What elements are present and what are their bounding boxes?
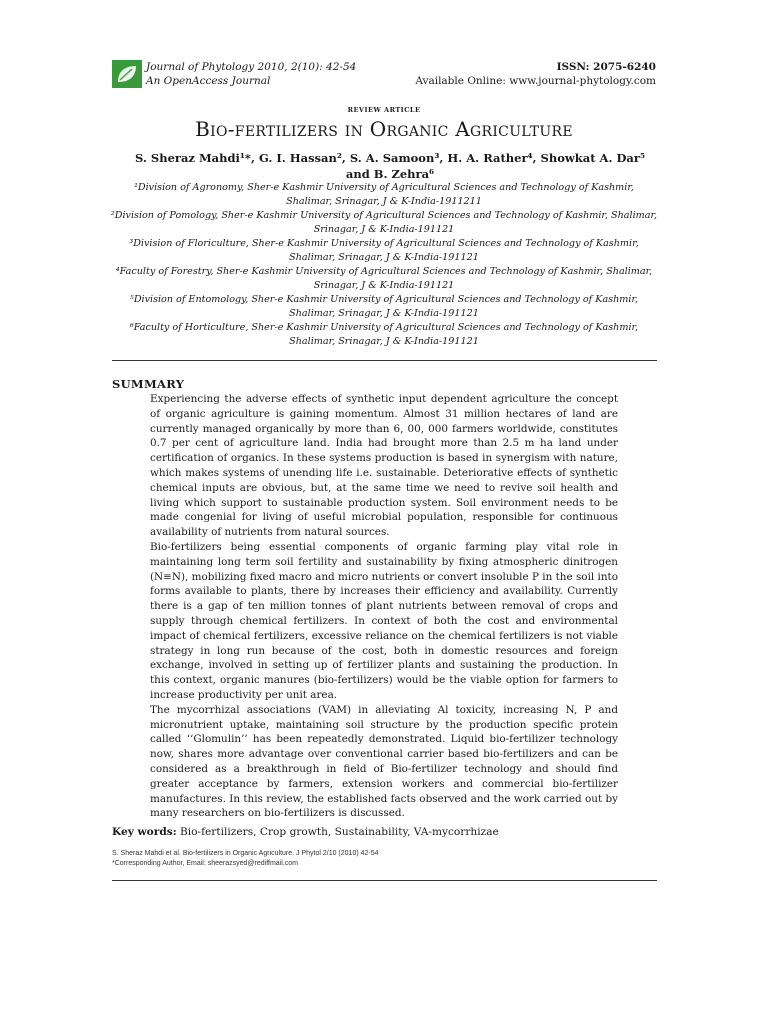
citation-line: S. Sheraz Mahdi et al. Bio-fertilizers in Organic Agriculture. J Phytol 2/10 (2010) 42-54 xyxy=(112,850,379,857)
available-online: Available Online: www.journal-phytology.com xyxy=(415,75,656,87)
affiliation: ³Division of Floriculture, Sher-e Kashmir University of Agricultural Sciences and Technology of Kashmir, Shalimar, Srinagar, J & K-India-191121 xyxy=(129,238,639,263)
footnote xyxy=(112,849,379,869)
affiliations xyxy=(110,181,658,349)
leaf-logo-icon xyxy=(112,60,142,88)
summary-heading: SUMMARY xyxy=(112,377,185,391)
authors: S. Sheraz Mahdi¹*, G. I. Hassan², S. A. Samoon³, H. A. Rather⁴, Showkat A. Dar⁵ and B. Zehra⁶ xyxy=(135,151,645,181)
summary-body xyxy=(150,392,618,821)
keywords xyxy=(112,826,499,838)
keywords-value: Bio-fertilizers, Crop growth, Sustainability, VA-mycorrhizae xyxy=(176,826,499,838)
divider xyxy=(112,360,657,361)
summary-paragraph: The mycorrhizal associations (VAM) in alleviating Al toxicity, increasing N, P and micronutrient uptake, maintaining soil structure by the production specific protein called ‘‘Glomulin’’ has been repeatedly demonstrated. Liquid bio-fertilizer technology now, shares more advantage over conventional carrier based bio-fertilizers and can be considered as a breakthrough in field of Bio-fertilizer technology and should find greater acceptance by farmers, extension workers and commercial bio-fertilizer manufactures. In this review, the established facts observed and the work carried out by many researchers on bio-fertilizers is discussed. xyxy=(150,703,618,820)
issn: ISSN: 2075-6240 xyxy=(556,61,656,73)
affiliation: ⁵Division of Entomology, Sher-e Kashmir University of Agricultural Sciences and Technology of Kashmir, Shalimar, Srinagar, J & K-India-191121 xyxy=(129,294,639,319)
affiliation: ¹Division of Agronomy, Sher-e Kashmir University of Agricultural Sciences and Technology of Kashmir, Shalimar, Srinagar, J & K-India-1911211 xyxy=(134,182,634,207)
issn-info xyxy=(415,60,656,88)
affiliation: ⁶Faculty of Horticulture, Sher-e Kashmir University of Agricultural Sciences and Technology of Kashmir, Shalimar, Srinagar, J & K-India-191121 xyxy=(129,322,639,347)
article-type: REVIEW ARTICLE xyxy=(347,106,421,114)
affiliation: ⁴Faculty of Forestry, Sher-e Kashmir University of Agricultural Sciences and Technology of Kashmir, Shalimar, Srinagar, J & K-India-191121 xyxy=(115,266,653,291)
affiliation: ²Division of Pomology, Sher-e Kashmir University of Agricultural Sciences and Technology of Kashmir, Shalimar, Srinagar, J & K-India-191121 xyxy=(110,210,658,235)
keywords-label: Key words: xyxy=(112,826,177,838)
corresponding-author: *Corresponding Author, Email: sheerazsyed@rediffmail.com xyxy=(112,860,298,867)
journal-access: An OpenAccess Journal xyxy=(146,75,271,87)
journal-info xyxy=(146,60,356,88)
journal-citation: Journal of Phytology 2010, 2(10): 42-54 xyxy=(146,61,357,73)
article-title: Bio-fertilizers in Organic Agriculture xyxy=(195,117,573,141)
summary-paragraph: Experiencing the adverse effects of synthetic input dependent agriculture the concept of organic agriculture is gaining momentum. Almost 31 million hectares of land are currently managed organically by more than 6, 00, 000 farmers worldwide, constitutes 0.7 per cent of agriculture land. India had brought more than 2.5 m ha land under certification of organics. In these systems production is based in synergism with nature, which makes systems of unending life i.e. sustainable. Deteriorative effects of synthetic chemical inputs are obvious, but, at the same time we need to revive soil health and living which support to sustainable production system. Soil environment needs to be made congenial for living of useful microbial population, responsible for continuous availability of nutrients from natural sources. xyxy=(150,393,618,539)
journal-header xyxy=(112,60,656,92)
summary-paragraph: Bio-fertilizers being essential components of organic farming play vital role in maintaining long term soil fertility and sustainability by fixing atmospheric dinitrogen (N≡N), mobilizing fixed macro and micro nutrients or convert insoluble P in the soil into forms available to plants, there by increases their efficiency and availability. Currently there is a gap of ten million tonnes of plant nutrients between removal of crops and supply through chemical fertilizers. In context of both the cost and environmental impact of chemical fertilizers, excessive reliance on the chemical fertilizers is not viable strategy in long run because of the cost, both in domestic resources and foreign exchange, involved in setting up of fertilizer plants and sustaining the production. In this context, organic manures (bio-fertilizers) would be the viable option for farmers to increase productivity per unit area. xyxy=(150,540,618,701)
divider xyxy=(112,880,657,881)
